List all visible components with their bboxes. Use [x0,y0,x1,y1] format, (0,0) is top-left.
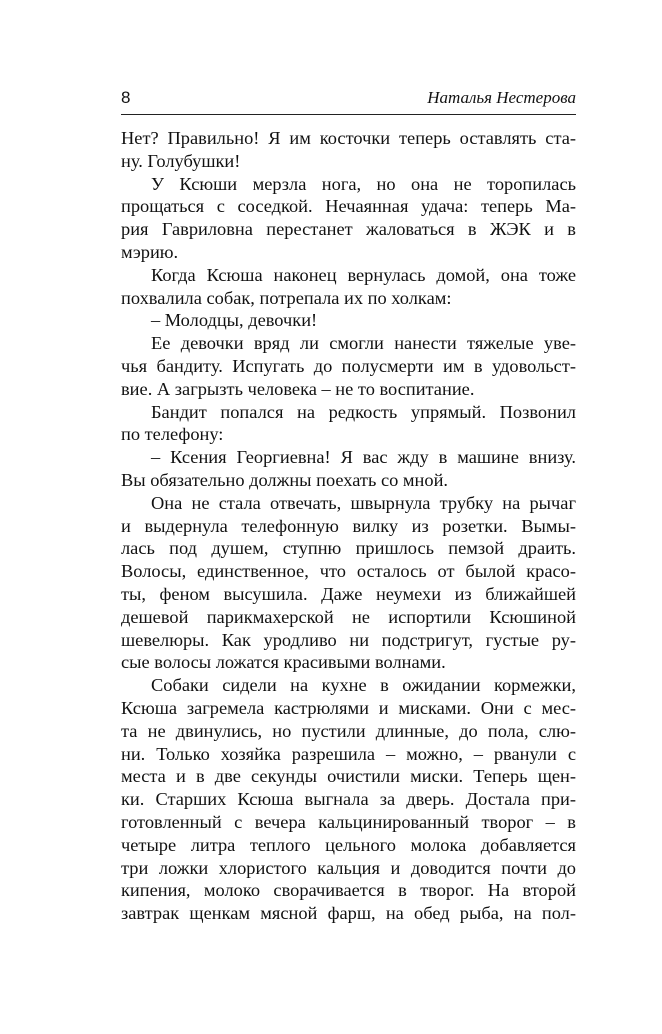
running-header [121,86,576,115]
text-line: завтрак щенкам мясной фарш, на обед рыба, на пол- [121,903,576,924]
text-line: – Молодцы, девочки! [151,310,318,331]
text-line: – Ксения Георгиевна! Я вас жду в машине внизу. [151,447,576,468]
page-number: 8 [121,88,131,107]
text-line: Ксюша загремела кастрюлями и мисками. Они с мес- [121,697,576,718]
text-line: Она не стала отвечать, швырнула трубку на рычаг [151,492,576,513]
running-head-author: Наталья Нестерова [427,88,576,107]
text-line: прощаться с соседкой. Нечаянная удача: теперь Ма- [121,196,576,217]
text-line: та не двинулись, но пустили длинные, до пола, слю- [121,720,576,741]
text-line: ну. Голубушки! [121,150,241,171]
text-line: шевелюры. Как уродливо ни подстригут, густые ру- [121,629,576,650]
text-line: ки. Старших Ксюша выгнала за дверь. Достала при- [121,789,576,810]
text-line: У Ксюши мерзла нога, но она не торопилась [151,173,576,194]
text-line: дешевой парикмахерской не испортили Ксюшиной [121,606,576,627]
text-line: три ложки хлористого кальция и доводится почти до [121,857,576,878]
text-line: Вы обязательно должны поехать со мной. [121,469,449,490]
text-line: Нет? Правильно! Я им косточки теперь оставлять ста- [121,128,576,148]
text-line: и выдернула телефонную вилку из розетки. Вымы- [121,515,576,536]
text-line: места и в две секунды очистили миски. Теперь щен- [121,766,576,787]
text-line: лась под душем, ступню пришлось пемзой драить. [121,538,576,559]
body-text [121,127,576,925]
text-line: похвалила собак, потрепала их по холкам: [121,287,452,308]
text-line: Волосы, единственное, что осталось от былой красо- [121,561,576,582]
text-line: Бандит попался на редкость упрямый. Позвонил [151,401,576,422]
text-line: по телефону: [121,424,224,445]
text-line: ни. Только хозяйка разрешила – можно, – рванули с [121,743,576,764]
text-line: мэрию. [121,241,179,262]
text-line: чья бандиту. Испугать до полусмерти им в удовольст- [121,355,576,376]
text-line: четыре литра теплого цельного молока добавляется [121,834,576,855]
text-line: ты, феном высушила. Даже неумехи из ближайшей [121,583,576,604]
text-line: Ее девочки вряд ли смогли нанести тяжелые уве- [151,333,576,354]
text-line: Собаки сидели на кухне в ожидании кормежки, [151,675,576,696]
text-line: готовленный с вечера кальцинированный творог – в [121,811,576,832]
text-line: вие. А загрызть человека – не то воспитание. [121,378,475,399]
text-line: сые волосы ложатся красивыми волнами. [121,652,446,673]
text-line: Когда Ксюша наконец вернулась домой, она тоже [151,264,576,285]
text-line: кипения, молоко сворачивается в творог. На второй [121,880,576,901]
text-line: рия Гавриловна перестанет жаловаться в ЖЭК и в [121,219,576,240]
